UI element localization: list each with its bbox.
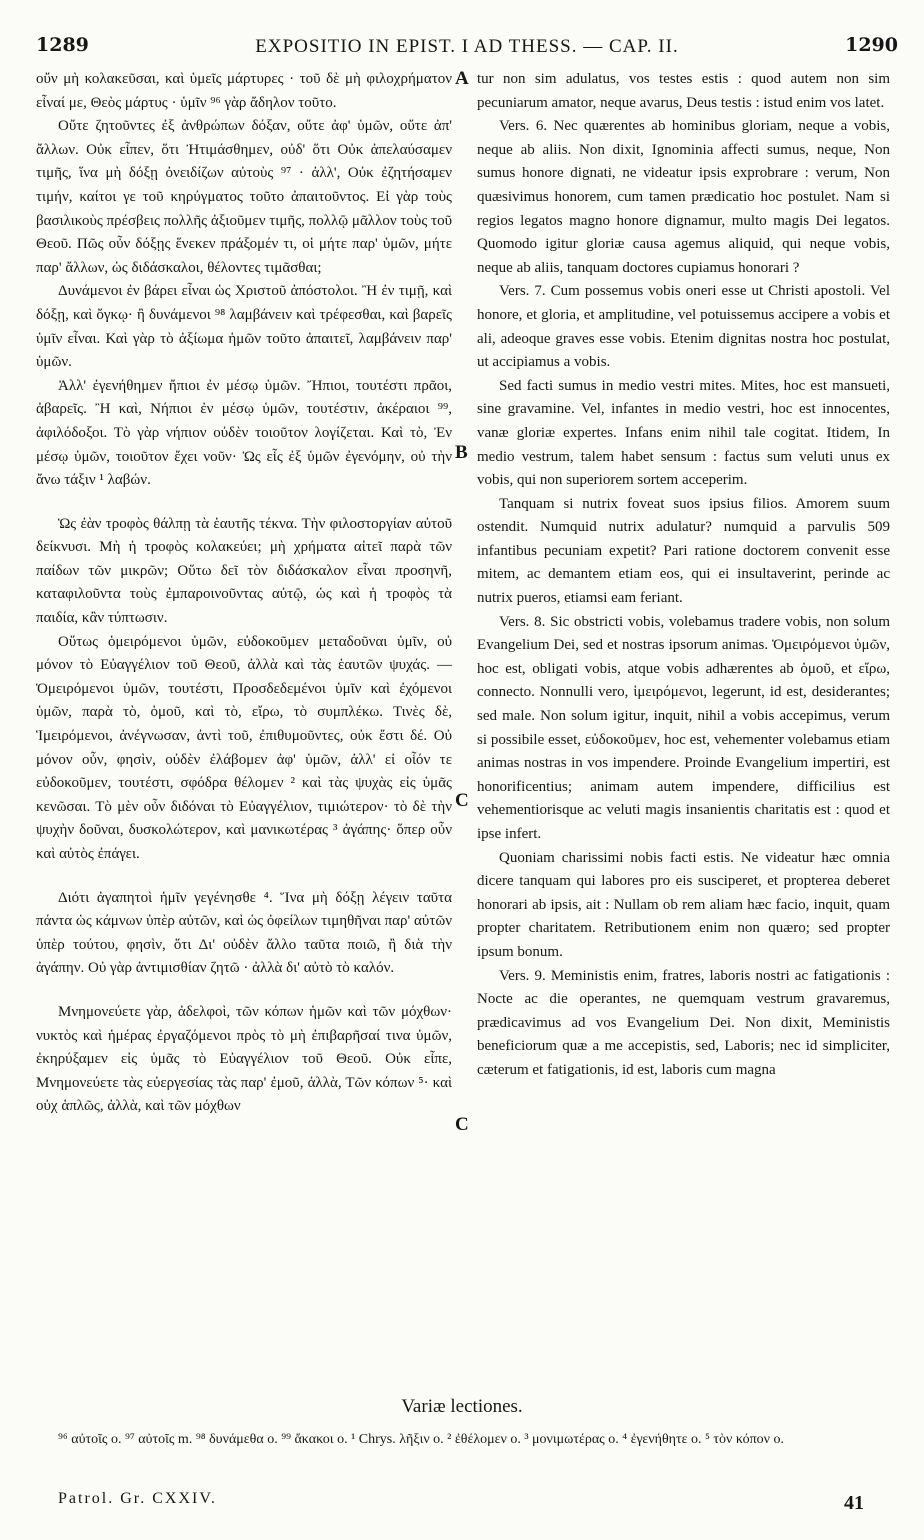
- section-marker-c-repeat: C: [455, 1114, 469, 1135]
- section-marker-a: A: [455, 68, 469, 89]
- variant-readings-title: Variæ lectiones.: [401, 1396, 523, 1417]
- section-marker-c: C: [455, 790, 469, 811]
- greek-paragraph: Ἀλλ' ἐγενήθημεν ἤπιοι ἐν μέσῳ ὑμῶν. Ἤπιοι, τουτέστι πρᾶοι, ἀβαρεῖς. Ἢ καὶ, Νήπιοι ἐν μέσῳ ὑμῶν, τουτέστιν, ἀκέραιοι ⁹⁹, ἀφιλόδοξοι. Τὸ γὰρ νήπιον οὐδὲν τοιοῦτον λογίζεται. Καὶ τὸ, Ἐν μέσῳ ὑμῶν, τοιοῦτον ἔχει νοῦν· Ὡς εἷς ἐξ ὑμῶν ἐγενόμην, οὐ τὴν ἄνω τάξιν ¹ λαβών.: [36, 377, 452, 489]
- greek-column: [36, 68, 452, 1393]
- latin-paragraph: tur non sim adulatus, vos testes estis : quod autem non sim pecuniarum amator, neque avarus, Deus testis : istud enim vos latet.: [477, 71, 890, 111]
- footer-series: Patrol. Gr. CXXIV.: [58, 1490, 217, 1507]
- latin-paragraph: Sed facti sumus in medio vestri mites. Mites, hoc est mansueti, sine gravamine. Vel, infantes in medio vestri, hoc est innocentes, vanæ gloriæ expertes. Infans enim nihil tale cogitat. Itidem, In medio vestrum, talem habet sensum : factus sum veluti unus ex vobis, qui non superiorem sortem acceperim.: [477, 377, 890, 489]
- running-title: EXPOSITIO IN EPIST. I AD THESS. — CAP. II.: [255, 36, 679, 57]
- greek-paragraph: Οὕτως ὁμειρόμενοι ὑμῶν, εὐδοκοῦμεν μεταδοῦναι ὑμῖν, οὐ μόνον τὸ Εὐαγγέλιον τοῦ Θεοῦ, ἀλλὰ καὶ τὰς ἑαυτῶν ψυχάς. — Ὁμειρόμενοι ὑμῶν, τουτέστι, Προσδεδεμένοι ὑμῖν καὶ ἐχόμενοι ὑμῶν, παρὰ τὸ, ὁμοῦ, καὶ τὸ, εἴρω, τὸ συμπλέκω. Τινὲς δὲ, Ἱμειρόμενοι, ἀνέγνωσαν, ἀντὶ τοῦ, ἐπιθυμοῦντες, οὐκ ἔστι δέ. Οὐ μόνον οὖν, φησὶν, οὐδὲν ἐλάβομεν ἀφ' ὑμῶν, ἀλλ' εἰ οἷόν τε εὐδοκοῦμεν, τουτέστι, σφόδρα θέλομεν ² καὶ τὰς ψυχὰς εἰς ὑμᾶς κενῶσαι. Τὸ μὲν οὖν διδόναι τὸ Εὐαγγέλιον, τιμιώτερον· τὸ δὲ τὴν ψυχὴν δοῦναι, δυσκολώτερον, καὶ μανικωτέρας ³ ἀγάπης· ὅπερ οὖν καὶ αὐτὸς ἐπάγει.: [36, 633, 452, 862]
- greek-paragraph: Μνημονεύετε γὰρ, ἀδελφοὶ, τῶν κόπων ἡμῶν καὶ τῶν μόχθων· νυκτὸς καὶ ἡμέρας ἐργαζόμενοι πρὸς τὸ μὴ ἐπιβαρῆσαί τινα ὑμῶν, ἐκηρύξαμεν εἰς ὑμᾶς τὸ Εὐαγγέλιον τοῦ Θεοῦ. Οὐκ εἶπε, Μνημονεύετε τὰς εὐεργεσίας τὰς παρ' ἐμοῦ, ἀλλὰ, Τῶν κόπων ⁵· καὶ οὐχ ἁπλῶς, ἀλλὰ, καὶ τῶν μόχθων: [36, 1003, 452, 1115]
- latin-paragraph: Vers. 6. Nec quærentes ab hominibus gloriam, neque a vobis, neque ab aliis. Non dixit, Ignominia affecti sumus, neque, Non sumus honore dignati, ne videatur ipsis exprobrare : verum, Non quæsivimus honorem, cum tamen prædicatio hoc postulet. Nam si regios legatos magno honore dignamur, multo magis Dei legatos. Quomodo igitur gloriæ causa agemus aliquid, qui neque vobis, neque ab aliis, tanquam doctores cupiamus honorari ?: [477, 118, 890, 276]
- column-number-right: 1290: [845, 34, 898, 56]
- running-header: [36, 34, 898, 64]
- section-marker-b: B: [455, 442, 468, 463]
- column-number-left: 1289: [36, 34, 89, 56]
- greek-paragraph: Οὔτε ζητοῦντες ἐξ ἀνθρώπων δόξαν, οὔτε ἀφ' ὑμῶν, οὔτε ἀπ' ἄλλων. Οὐκ εἶπεν, ὅτι Ἠτιμάσθημεν, οὐδ' ὅτι Οὐκ ἀπελαύσαμεν τιμῆς, ἵνα μὴ δόξῃ ὀνειδίζων αὐτοὺς ⁹⁷ · ἀλλ', Οὐκ ἐζητήσαμεν τιμήν, καίτοι γε τοῦ κηρύγματος τοῦτο ἀπαιτοῦντος. Εἰ γὰρ τοὺς βασιλικοὺς πρέσβεις πολλῆς ἀξιοῦμεν τιμῆς, πολλῷ μᾶλλον τοὺς τοῦ Θεοῦ. Πῶς οὖν δόξῃς ἕνεκεν πράξομέν τι, οἱ μήτε παρ' ὑμῶν, μήτε παρ' ἄλλων, ὡς διδάσκαλοι, θέλοντες τιμᾶσθαι;: [36, 118, 452, 276]
- latin-paragraph: Vers. 8. Sic obstricti vobis, volebamus tradere vobis, non solum Evangelium Dei, sed et nostras ipsorum animas. Ὁμειρόμενοι ὑμῶν, hoc est, obligati vobis, atque vobis adhærentes ab ὁμοῦ, et εἴρω, connecto. Nonnulli vero, ἱμειρόμενοι, legerunt, id est, desiderantes; sed male. Non solum igitur, inquit, nihil a vobis accepimus, verum si possibile esset, εὐδοκοῦμεν, hoc est, vehementer volebamus etiam animas nostras in vos impendere. Proinde Evangelium impertiri, est honorificentius; animam autem impendere, difficilius est vehementiorisque ac veluti magis insanientis charitatis est : quod et ipse infert.: [477, 613, 890, 842]
- greek-paragraph: οὔν μὴ κολακεῦσαι, καὶ ὑμεῖς μάρτυρες · τοῦ δὲ μὴ φιλοχρήματον εἶναί με, Θεὸς μάρτυς · ὑμῖν ⁹⁶ γὰρ ἄδηλον τοῦτο.: [36, 71, 452, 111]
- variant-readings: ⁹⁶ αὐτοῖς o. ⁹⁷ αὐτοῖς m. ⁹⁸ δυνάμεθα o. ⁹⁹ ἄκακοι o. ¹ Chrys. λῆξιν o. ² ἐθέλομεν o. ³ μονιμωτέρας o. ⁴ ἐγενήθητε o. ⁵ τὸν κόπον o.: [58, 1432, 784, 1447]
- latin-paragraph: Tanquam si nutrix foveat suos ipsius filios. Amorem suum ostendit. Numquid nutrix adulatur? numquid a parvulis 509 infantibus pecuniam expetit? Pari ratione doctorem convenit esse mitem, ac demantem etiam eos, qui ei insultaverint, perinde ac nutrix pueros, etiamsi eam feriant.: [477, 495, 890, 607]
- latin-paragraph: Quoniam charissimi nobis facti estis. Ne videatur hæc omnia dicere tanquam qui labores pro eis susciperet, et propterea deberet honorari ab ipsis, ait : Nullam ob rem aliam hæc facio, inquit, quam propter charitatem. Retributionem enim non quæro; sed propter ipsum bonum.: [477, 849, 890, 960]
- greek-paragraph: Δυνάμενοι ἐν βάρει εἶναι ὡς Χριστοῦ ἀπόστολοι. Ἢ ἐν τιμῇ, καὶ δόξῃ, καὶ ὄγκῳ· ἢ δυνάμενοι ⁹⁸ λαμβάνειν καὶ τρέφεσθαι, καὶ βαρεῖς ὑμῖν εἶναι. Καὶ γὰρ τὸ ἀξίωμα ἡμῶν τοῦτο ἀπαιτεῖ, λαμβάνειν παρ' ὑμῶν.: [36, 283, 452, 371]
- latin-paragraph: Vers. 7. Cum possemus vobis oneri esse ut Christi apostoli. Vel honore, et gloria, et amplitudine, vel potuissemus accipere a vobis et ali, adeoque graves esse vobis. Etenim dignitas nostra hoc postulat, ut accipiamus a vobis.: [477, 283, 890, 371]
- greek-paragraph: Ὡς ἐὰν τροφὸς θάλπῃ τὰ ἑαυτῆς τέκνα. Τὴν φιλοστοργίαν αὐτοῦ δείκνυσι. Μὴ ἡ τροφὸς κολακεύει; μὴ χρήματα αἰτεῖ παρὰ τῶν παίδων τῶν μικρῶν; Οὕτω δεῖ τὸν διδάσκαλον εἶναι προσηνῆ, καταφιλοῦντα τοὺς ἐμπαροινοῦντας αὐτῷ, ὡς καὶ ἡ τροφὸς τὰ παιδία, κἂν τύπτωσιν.: [36, 515, 452, 627]
- footer-signature: 41: [844, 1492, 864, 1514]
- latin-column: [477, 68, 890, 1393]
- latin-paragraph: Vers. 9. Meministis enim, fratres, laboris nostri ac fatigationis : Nocte ac die operantes, ne quemquam vestrum gravaremus, prædicavimus ad vos Evangelium Dei. Non dixit, Meministis beneficiorum quæ a me accepistis, sed, Laboris; nec id simpliciter, cæterum et fatigationis, id est, laboris cum magna: [477, 967, 890, 1078]
- greek-paragraph: Διότι ἀγαπητοὶ ἡμῖν γεγένησθε ⁴. Ἵνα μὴ δόξῃ λέγειν ταῦτα πάντα ὡς κάμνων ὑπὲρ αὐτῶν, καὶ ὡς ὀφείλων τιμηθῆναι παρ' αὐτῶν ὑπὲρ τούτου, φησὶν, ὅτι Δι' οὐδὲν ἄλλο ταῦτα ποιῶ, ἢ διὰ τὴν ἀγάπην. Οὐ γὰρ ἀντιμισθίαν ζητῶ · ἀλλὰ δι' αὐτὸ τὸ καλόν.: [36, 889, 452, 977]
